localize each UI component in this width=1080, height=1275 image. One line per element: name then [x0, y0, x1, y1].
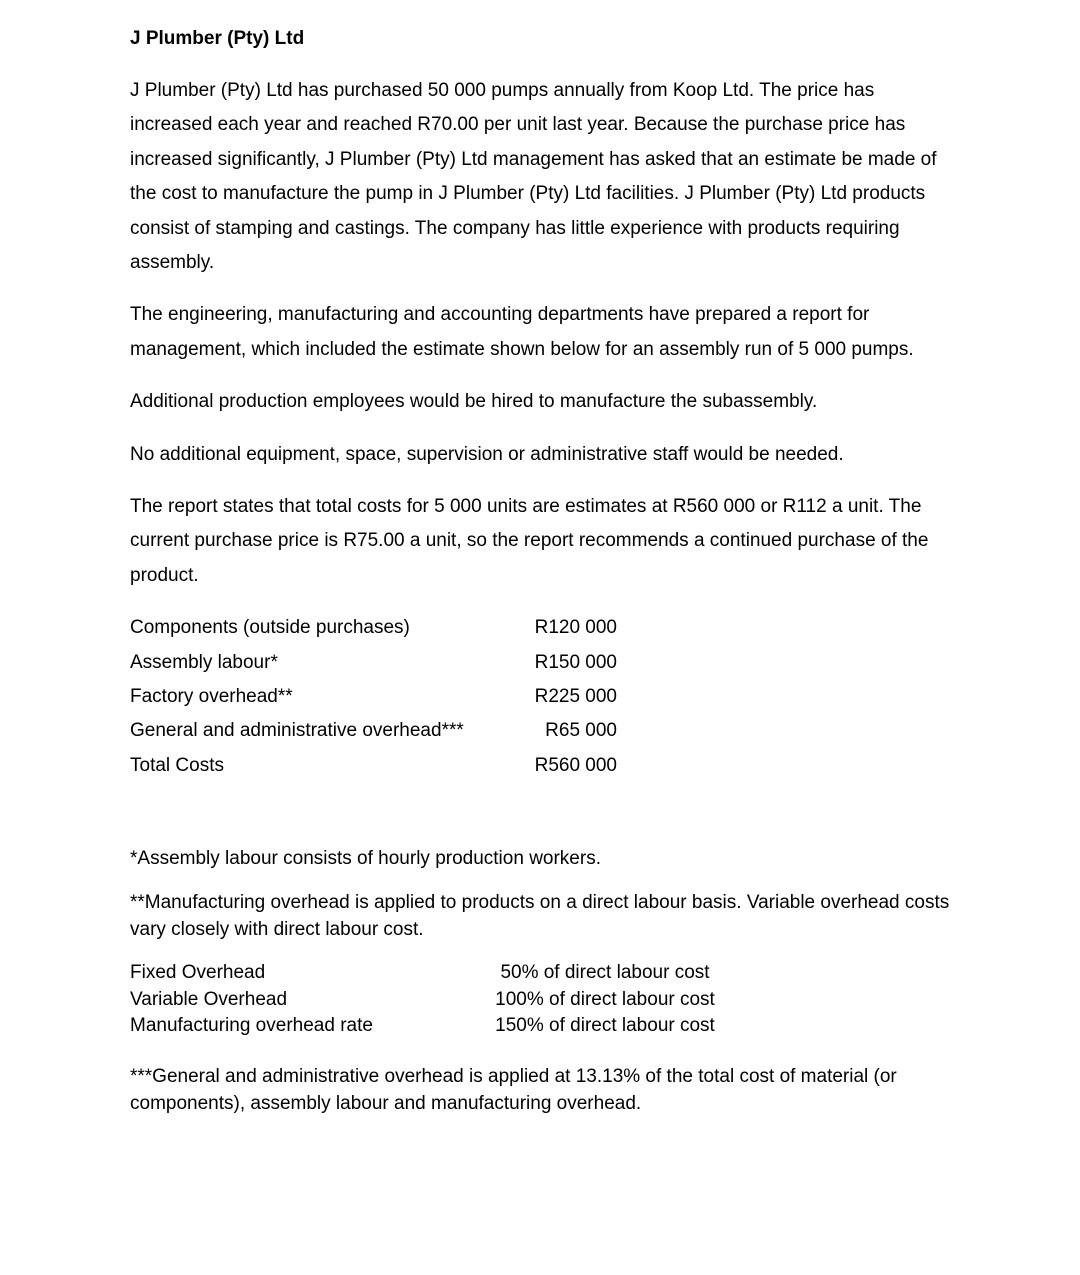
overhead-value: 100% of direct labour cost [495, 988, 715, 1010]
cost-label: Factory overhead** [130, 686, 293, 708]
overhead-value: 50% of direct labour cost [500, 962, 710, 984]
admin-footnote: ***General and administrative overhead is applied at 13.13% of the total cost of material (or components), assembly labour and manufacturing overhead. [130, 1065, 897, 1114]
cost-label: Total Costs [130, 754, 224, 776]
equipment-paragraph: No additional equipment, space, supervision or administrative staff would be needed. [130, 443, 844, 465]
document-page [130, 26, 960, 1117]
cost-value: R120 000 [534, 617, 617, 639]
overhead-label: Manufacturing overhead rate [130, 1015, 373, 1037]
cost-row-components [130, 611, 650, 645]
labour-footnote: *Assembly labour consists of hourly production workers. [130, 848, 601, 870]
total-costs-paragraph: The report states that total costs for 5 000 units are estimates at R560 000 or R112 a unit. The current purchase price is R75.00 a unit, so the report recommends a continued purchase of the product. [130, 496, 929, 586]
overhead-row-rate [130, 1013, 960, 1040]
cost-label: Components (outside purchases) [130, 617, 410, 639]
cost-value: R560 000 [534, 754, 617, 776]
cost-value: R150 000 [534, 651, 617, 673]
cost-row-admin-overhead [130, 714, 650, 748]
overhead-row-variable [130, 987, 960, 1014]
cost-row-factory-overhead [130, 680, 650, 714]
cost-estimate-table [130, 611, 650, 783]
cost-value: R225 000 [534, 686, 617, 708]
overhead-row-fixed [130, 960, 960, 987]
intro-paragraph: J Plumber (Pty) Ltd has purchased 50 000 pumps annually from Koop Ltd. The price has increased each year and reached R70.00 per unit last year. Because the purchase price has increased significantly, J Plumber (Pty) Ltd management has asked that an estimate be made of the cost to manufacture the pump in J Plumber (Pty) Ltd facilities. J Plumber (Pty) Ltd products consist of stamping and castings. The company has little experience with products requiring assembly. [130, 80, 937, 274]
document-title: J Plumber (Pty) Ltd [130, 28, 305, 49]
cost-label: Assembly labour* [130, 651, 278, 673]
overhead-footnote: **Manufacturing overhead is applied to products on a direct labour basis. Variable overhead costs vary closely with direct labour cost. [130, 892, 950, 941]
overhead-label: Fixed Overhead [130, 962, 266, 984]
cost-label: General and administrative overhead*** [130, 720, 464, 742]
employees-paragraph: Additional production employees would be hired to manufacture the subassembly. [130, 391, 818, 413]
report-paragraph: The engineering, manufacturing and accounting departments have prepared a report for management, which included the estimate shown below for an assembly run of 5 000 pumps. [130, 304, 914, 360]
overhead-value: 150% of direct labour cost [495, 1015, 715, 1037]
cost-row-total [130, 749, 650, 783]
cost-value: R65 000 [545, 720, 617, 742]
overhead-rate-table [130, 960, 960, 1040]
cost-row-assembly-labour [130, 646, 650, 680]
overhead-label: Variable Overhead [130, 988, 288, 1010]
